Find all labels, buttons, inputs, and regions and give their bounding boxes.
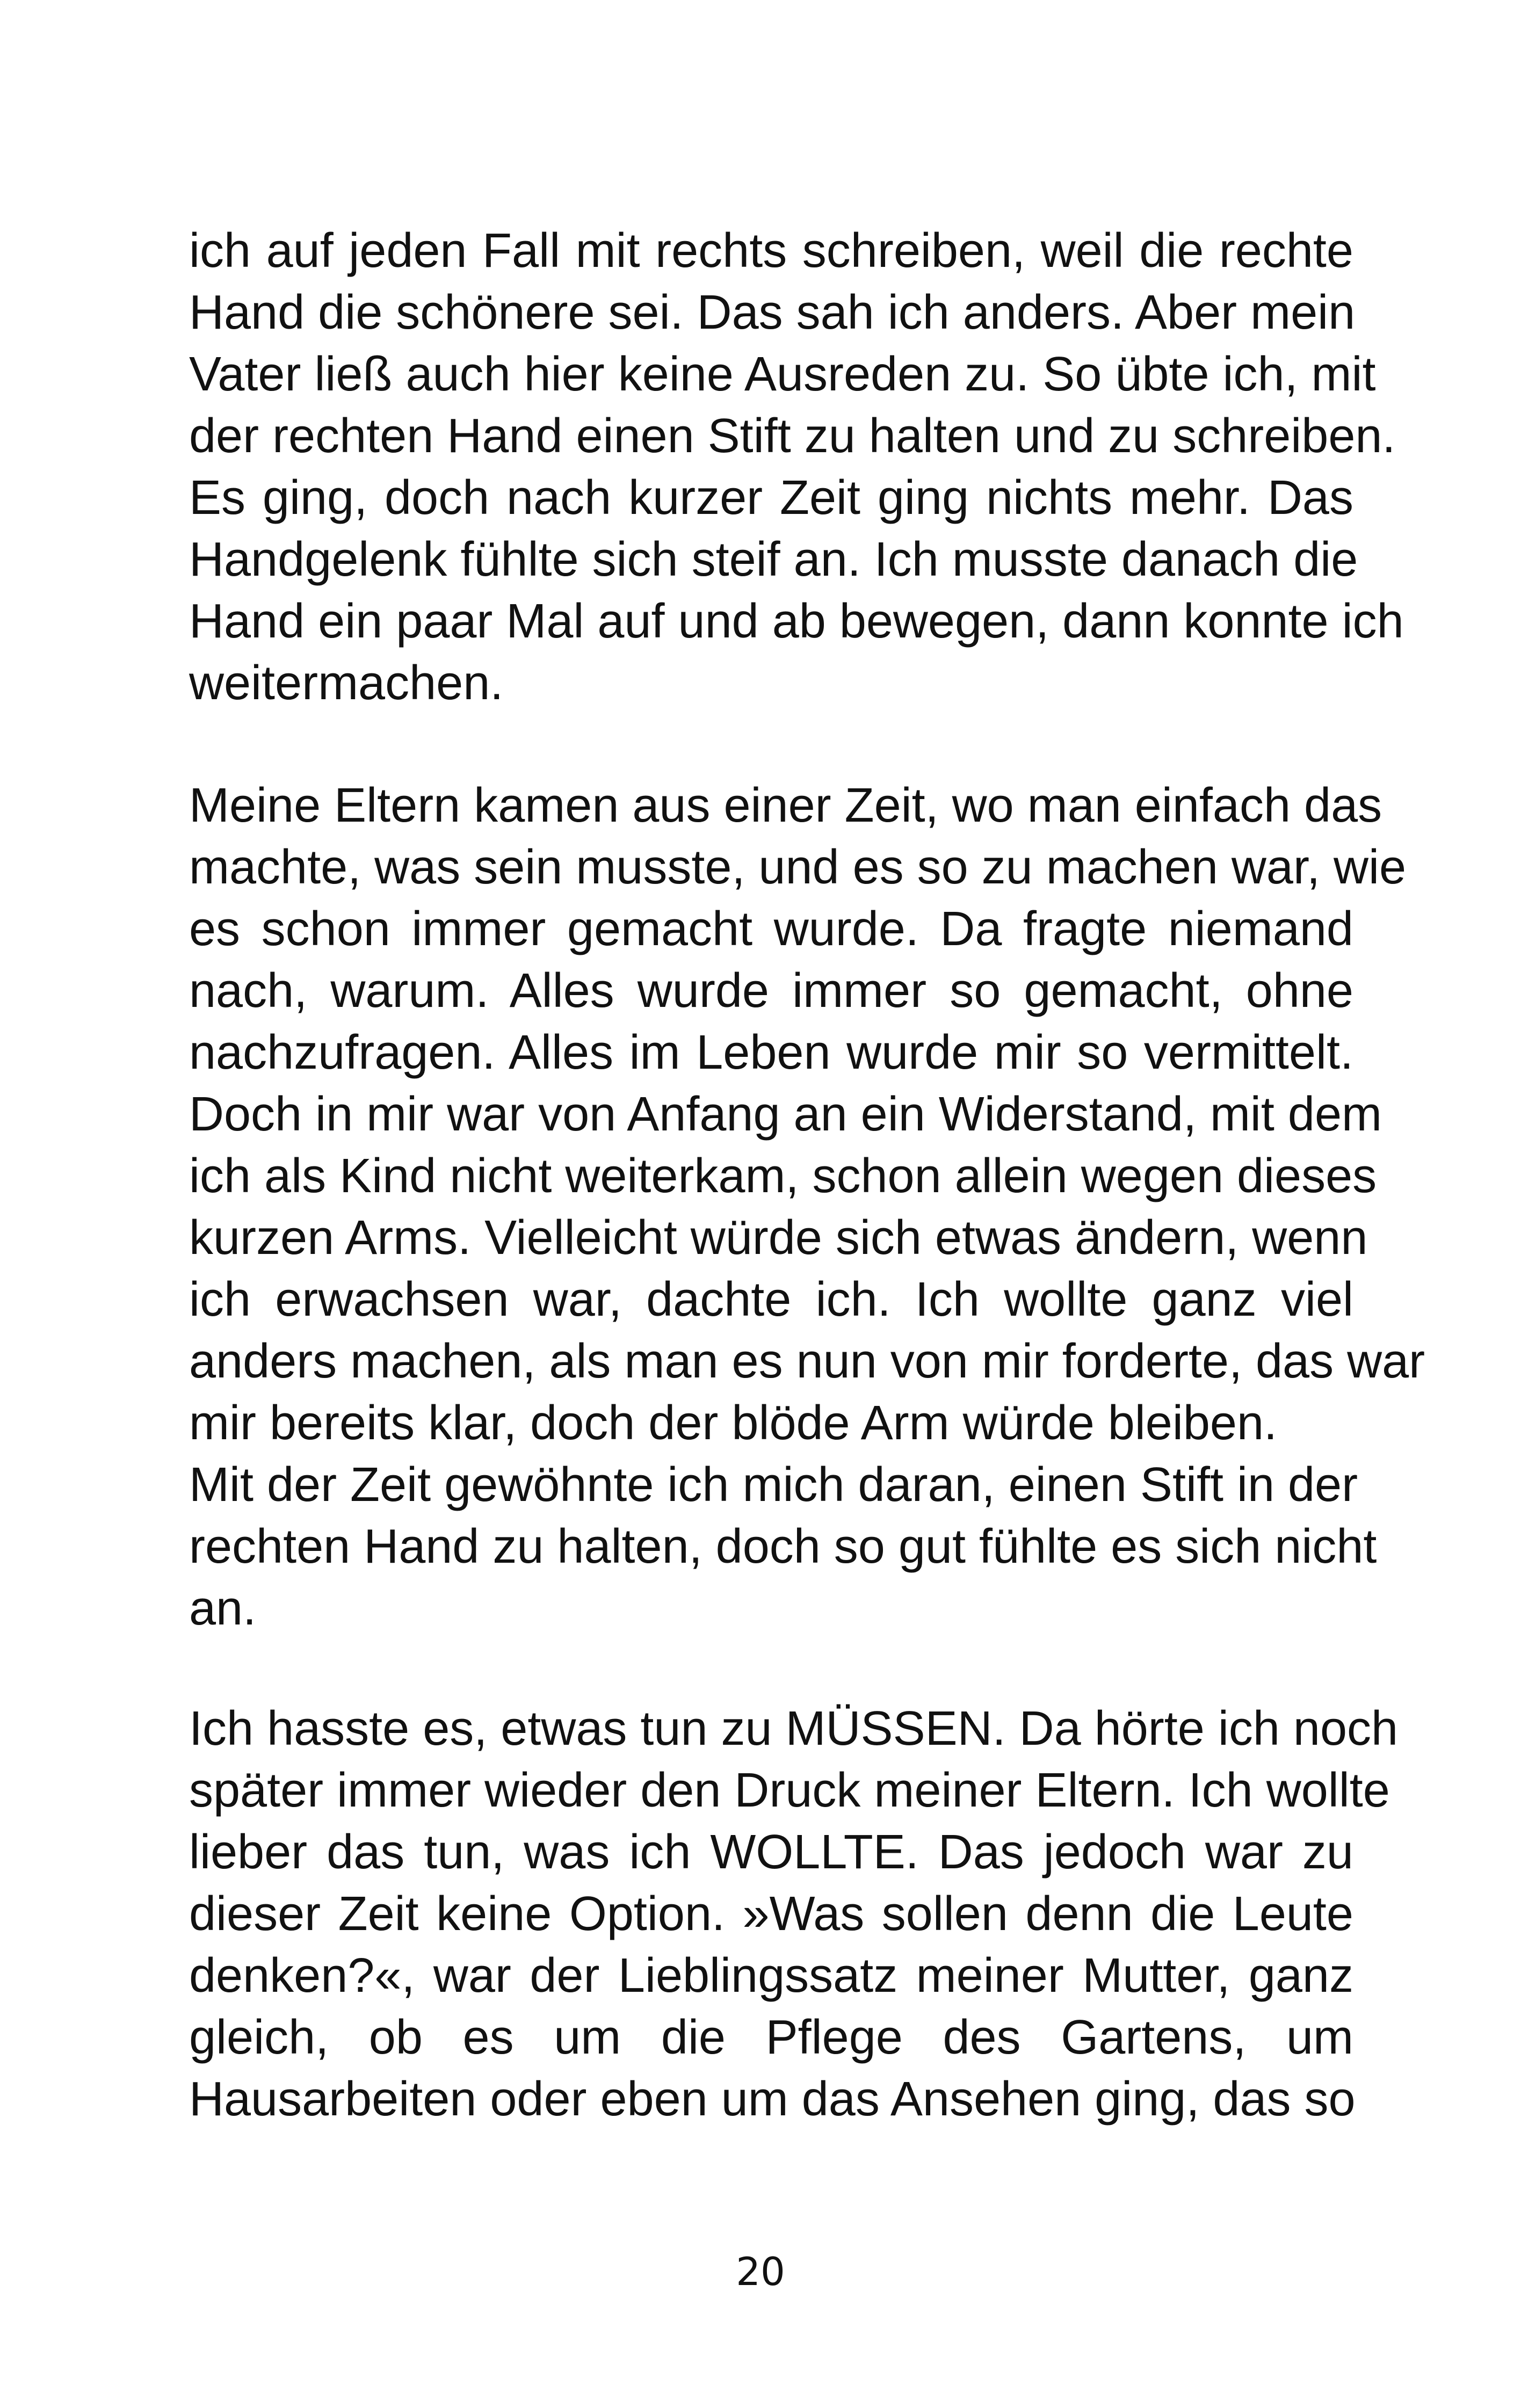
text-line: ich auf jeden Fall mit rechts schreiben, weil die rechte <box>189 224 1353 278</box>
text-line: kurzen Arms. Vielleicht würde sich etwas ändern, wenn <box>189 1211 1368 1265</box>
text-line: Doch in mir war von Anfang an ein Widerstand, mit dem <box>189 1087 1382 1141</box>
text-line: gleich, ob es um die Pflege des Gartens, um <box>189 2011 1353 2064</box>
paragraph-1 <box>189 220 1404 714</box>
text-line: an. <box>189 1582 257 1635</box>
text-line: denken?«, war der Lieblingssatz meiner Mutter, ganz <box>189 1949 1353 2003</box>
text-line: Handgelenk fühlte sich steif an. Ich musste danach die <box>189 533 1358 586</box>
text-line: dieser Zeit keine Option. »Was sollen denn die Leute <box>189 1887 1353 1941</box>
text-line: weitermachen. <box>189 656 504 710</box>
text-line: es schon immer gemacht wurde. Da fragte niemand <box>189 902 1353 956</box>
text-line: ich als Kind nicht weiterkam, schon allein wegen dieses <box>189 1149 1377 1203</box>
text-line: nachzufragen. Alles im Leben wurde mir so vermittelt. <box>189 1026 1353 1079</box>
text-line: Hand die schönere sei. Das sah ich anders. Aber mein <box>189 286 1356 339</box>
text-line: der rechten Hand einen Stift zu halten und zu schreiben. <box>189 409 1396 463</box>
text-line: Mit der Zeit gewöhnte ich mich daran, einen Stift in der <box>189 1458 1358 1512</box>
text-line: Vater ließ auch hier keine Ausreden zu. So übte ich, mit <box>189 347 1376 401</box>
text-line: später immer wieder den Druck meiner Eltern. Ich wollte <box>189 1764 1390 1817</box>
text-line: Hand ein paar Mal auf und ab bewegen, dann konnte ich <box>189 594 1404 648</box>
text-line: Hausarbeiten oder eben um das Ansehen ging, das so <box>189 2072 1356 2126</box>
text-line: nach, warum. Alles wurde immer so gemacht, ohne <box>189 964 1353 1018</box>
text-line: anders machen, als man es nun von mir forderte, das war <box>189 1334 1425 1388</box>
text-line: machte, was sein musste, und es so zu machen war, wie <box>189 840 1407 894</box>
text-line: mir bereits klar, doch der blöde Arm würde bleiben. <box>189 1396 1278 1450</box>
paragraph-2 <box>189 775 1425 1640</box>
page-number: 20 <box>736 2249 785 2294</box>
paragraph-3 <box>189 1698 1399 2130</box>
text-line: rechten Hand zu halten, doch so gut fühlte es sich nicht <box>189 1520 1377 1573</box>
text-line: Meine Eltern kamen aus einer Zeit, wo man einfach das <box>189 779 1382 832</box>
text-line: ich erwachsen war, dachte ich. Ich wollte ganz viel <box>189 1273 1353 1326</box>
text-line: Es ging, doch nach kurzer Zeit ging nichts mehr. Das <box>189 471 1353 525</box>
text-line: lieber das tun, was ich WOLLTE. Das jedoch war zu <box>189 1825 1353 1879</box>
text-line: Ich hasste es, etwas tun zu MÜSSEN. Da hörte ich noch <box>189 1702 1399 1756</box>
